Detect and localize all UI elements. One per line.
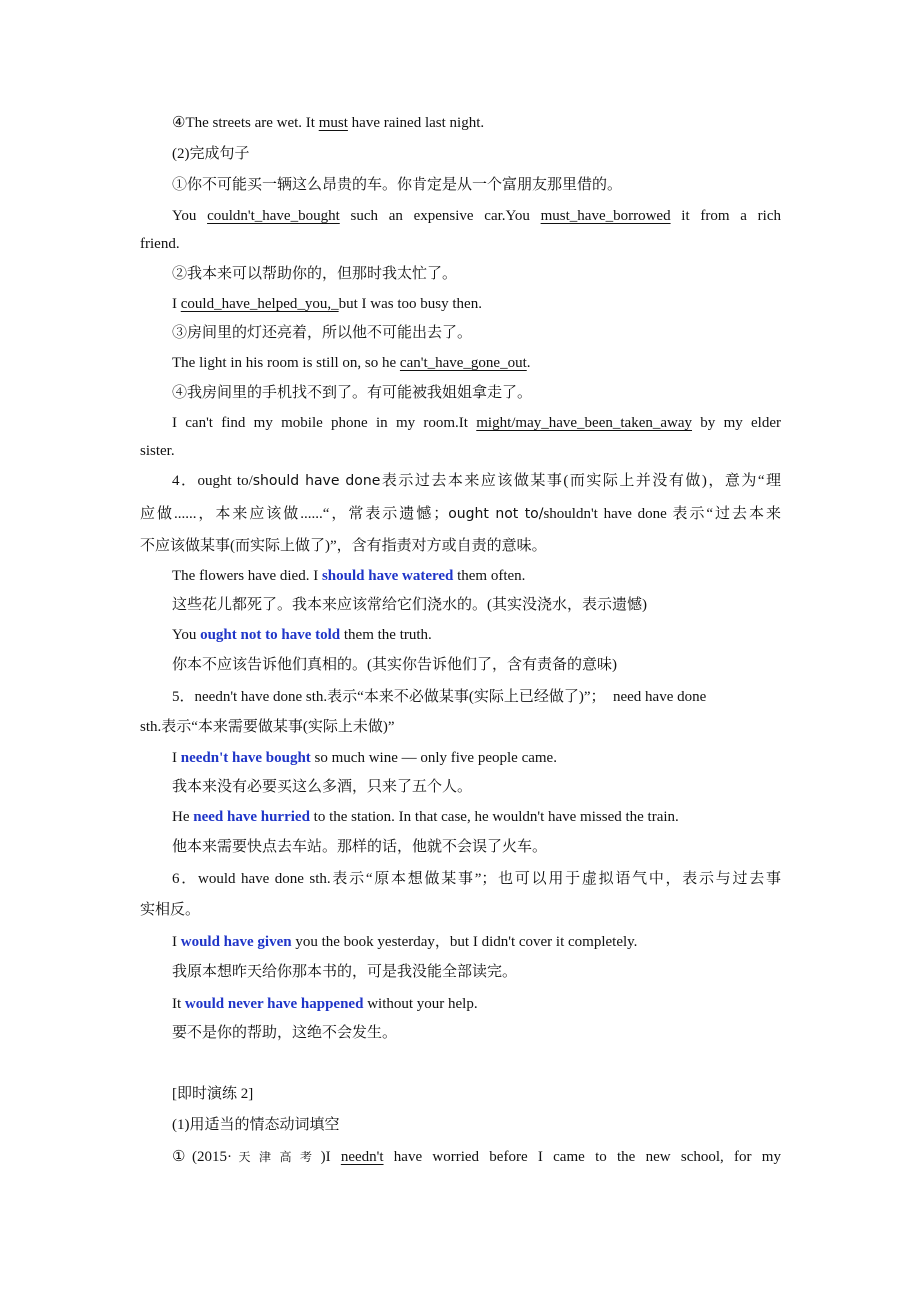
text: shouldn't have done 表示“过去本来 (543, 506, 781, 522)
rule-5-line-2: sth.表示“本来需要做某事(实际上未做)” (140, 719, 395, 735)
text: to the station. In that case, he wouldn't have missed the train. (309, 809, 679, 825)
text: 应做......，本来应该做......“，常表示遗憾； (140, 506, 449, 522)
text: The light in his room is still on, so he (172, 355, 400, 371)
rule-4-line-3: 不应该做某事(而实际上做了)”，含有指责对方或自责的意味。 (140, 538, 547, 554)
text: them the truth. (340, 627, 432, 643)
answer-blank: can't_have_gone_out (399, 355, 527, 371)
line-9 (172, 353, 531, 373)
example-line (172, 625, 432, 645)
line-11 (172, 413, 781, 433)
text: them often. (453, 568, 526, 584)
line-10: ④我房间里的手机找不到了。有可能被我姐姐拿走了。 (172, 385, 533, 401)
text: He (172, 809, 194, 825)
example-line (172, 807, 679, 827)
practice-question-1 (172, 1147, 781, 1167)
example-line (172, 566, 525, 586)
text: ①(2015· (172, 1149, 232, 1165)
text: ought not to/ (448, 506, 544, 522)
translation-line: 我本来没有必要买这么多酒，只来了五个人。 (172, 779, 473, 795)
text: You (172, 627, 201, 643)
section-heading: (2)完成句子 (172, 146, 250, 162)
answer-blank: needn't (340, 1149, 384, 1165)
translation-line: 要不是你的帮助，这绝不会发生。 (172, 1025, 398, 1041)
text: you the book yesterday，but I didn't cover it completely. (291, 934, 638, 950)
text: The flowers have died. I (172, 568, 322, 584)
line-7 (172, 294, 482, 314)
translation-line: 这些花儿都死了。我本来应该常给它们浇水的。(其实没浇水，表示遗憾) (172, 597, 647, 613)
rule-6-line-1: 6．would have done sth.表示“原本想做某事”；也可以用于虚拟语气中，表示与过去事 (172, 871, 781, 887)
key-phrase: need have hurried (193, 809, 310, 825)
key-phrase: should have watered (321, 568, 454, 584)
example-line (172, 748, 557, 768)
exam-source: 天津高考 (231, 1150, 321, 1164)
translation-line: 他本来需要快点去车站。那样的话，他就不会误了火车。 (172, 839, 548, 855)
text: 4．ought to/ (172, 473, 253, 489)
line-3: ①你不可能买一辆这么昂贵的车。你肯定是从一个富朋友那里借的。 (172, 177, 623, 193)
key-phrase: needn't have bought (180, 750, 311, 766)
rule-4-line-1 (172, 471, 781, 491)
text: I (172, 934, 181, 950)
rule-4-line-2 (140, 504, 781, 524)
answer-blank: must_have_borrowed (540, 208, 671, 224)
key-phrase: would never have happened (184, 996, 364, 1012)
example-line (172, 932, 637, 952)
text: I (172, 296, 181, 312)
text: such an expensive car.You (339, 208, 541, 224)
translation-line: 你本不应该告诉他们真相的。(其实你告诉他们了，含有责备的意味) (172, 657, 617, 673)
line-1 (172, 113, 484, 133)
text: . (526, 355, 531, 371)
text: )I (320, 1149, 341, 1165)
text: You (172, 208, 208, 224)
text: but I was too busy then. (338, 296, 482, 312)
answer-blank: might/may_have_been_taken_away (476, 415, 693, 431)
practice-subheading: (1)用适当的情态动词填空 (172, 1117, 340, 1133)
line-6: ②我本来可以帮助你的，但那时我太忙了。 (172, 266, 458, 282)
line-5: friend. (140, 236, 180, 252)
text: have worried before I came to the new school, for my (383, 1149, 781, 1165)
text: ④The streets are wet. It (172, 115, 319, 131)
text: so much wine — only five people came. (310, 750, 557, 766)
text: I can't find my mobile phone in my room.It (172, 415, 477, 431)
text: It (172, 996, 185, 1012)
text: I (172, 750, 181, 766)
practice-heading: [即时演练 2] (172, 1086, 254, 1102)
example-line (172, 994, 478, 1014)
text: should have done (252, 473, 381, 489)
text: without your help. (363, 996, 478, 1012)
answer-blank: couldn't_have_bought (207, 208, 340, 224)
answer-blank: could_have_helped_you,_ (180, 296, 339, 312)
key-phrase: would have given (180, 934, 292, 950)
text: have rained last night. (347, 115, 485, 131)
text: it from a rich (670, 208, 781, 224)
key-phrase: ought not to have told (200, 627, 341, 643)
text: 表示过去本来应该做某事(而实际上并没有做)，意为“理 (380, 473, 781, 489)
line-12: sister. (140, 443, 175, 459)
answer-blank: must (318, 115, 348, 131)
rule-6-line-2: 实相反。 (140, 902, 201, 918)
translation-line: 我原本想昨天给你那本书的，可是我没能全部读完。 (172, 964, 518, 980)
line-4 (172, 206, 781, 226)
text: by my elder (692, 415, 781, 431)
line-8: ③房间里的灯还亮着，所以他不可能出去了。 (172, 325, 473, 341)
rule-5-line-1: 5．needn't have done sth.表示“本来不必做某事(实际上已经做了)”； need have done (172, 689, 707, 705)
